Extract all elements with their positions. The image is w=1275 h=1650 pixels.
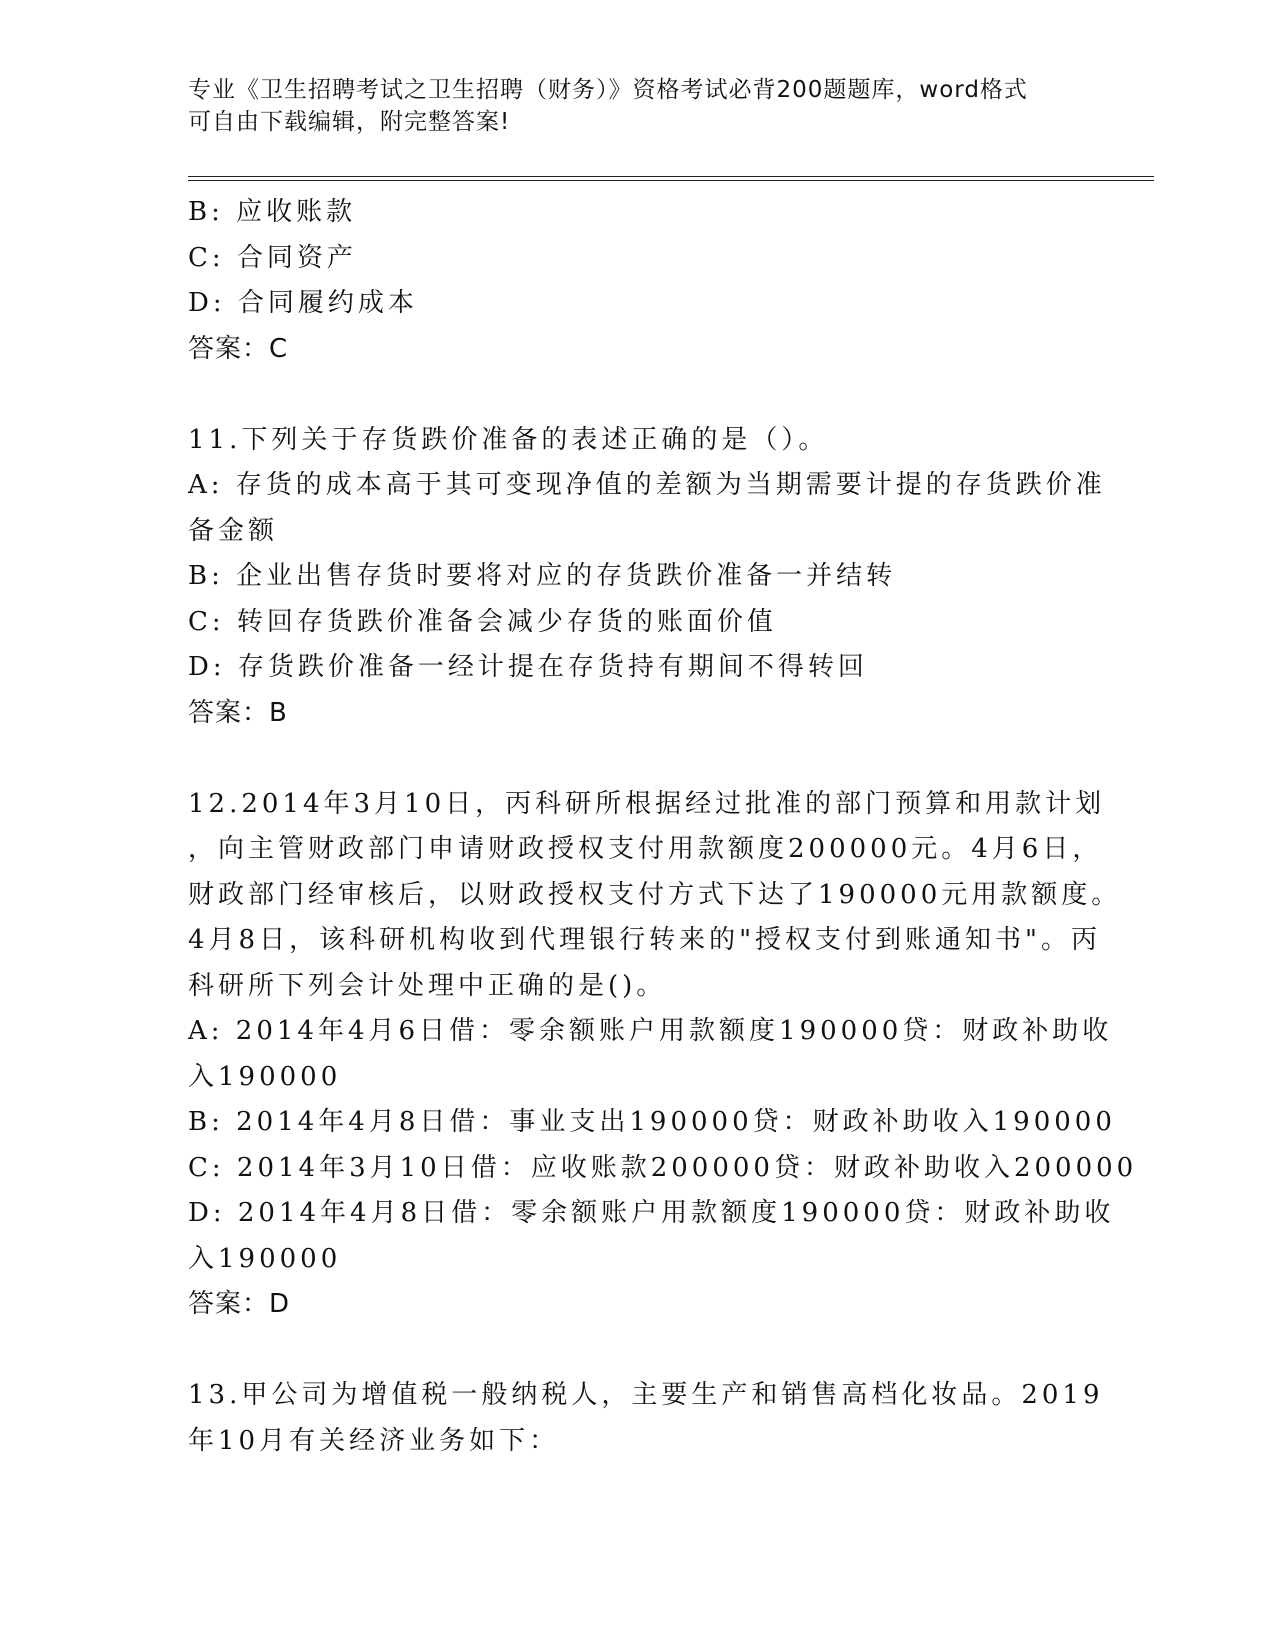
question-stem-line-5: 科研所下列会计处理中正确的是()。	[188, 970, 667, 1001]
question-stem-line-3: 财政部门经审核后，以财政授权支付方式下达了190000元用款额度。	[188, 879, 1122, 910]
question-stem-line-2: 年10月有关经济业务如下：	[188, 1425, 560, 1456]
question-12	[188, 782, 1138, 1328]
option-c: C: 2014年3月10日借：应收账款200000贷：财政补助收入200000	[188, 1152, 1138, 1183]
option-c: C: 转回存货跌价准备会减少存货的账面价值	[188, 606, 777, 637]
question-stem: 11.下列关于存货跌价准备的表述正确的是（）。	[188, 424, 829, 455]
option-d: D: 存货跌价准备一经计提在存货持有期间不得转回	[188, 652, 868, 682]
option-a-line-1: A: 存货的成本高于其可变现净值的差额为当期需要计提的存货跌价准	[188, 470, 1106, 500]
option-a-line-1: A: 2014年4月6日借：零余额账户用款额度190000贷：财政补助收	[188, 1016, 1113, 1046]
option-d-line-1: D: 2014年4月8日借：零余额账户用款额度190000贷：财政补助收	[188, 1198, 1115, 1228]
document-header	[188, 74, 1068, 138]
question-stem-line-4: 4月8日，该科研机构收到代理银行转来的"授权支付到账通知书"。丙	[188, 925, 1102, 955]
header-line-2: 可自由下载编辑，附完整答案!	[188, 109, 511, 135]
question-stem-line-1: 12.2014年3月10日，丙科研所根据经过批准的部门预算和用款计划	[188, 788, 1106, 819]
answer-line: 答案：C	[188, 333, 289, 364]
option-a-line-2: 入190000	[188, 1061, 342, 1092]
header-line-1: 专业《卫生招聘考试之卫生招聘（财务）》资格考试必背200题题库，word格式	[188, 77, 1028, 103]
option-b: B: 应收账款	[188, 197, 357, 227]
document-body	[188, 190, 1138, 1464]
option-d-line-2: 入190000	[188, 1243, 342, 1274]
question-stem-line-1: 13.甲公司为增值税一般纳税人，主要生产和销售高档化妆品。2019	[188, 1380, 1104, 1410]
option-b: B: 企业出售存货时要将对应的存货跌价准备一并结转	[188, 561, 897, 591]
option-c: C: 合同资产	[188, 242, 357, 273]
question-stem-line-2: ，向主管财政部门申请财政授权支付用款额度200000元。4月6日，	[188, 834, 1103, 864]
option-b: B: 2014年4月8日借：事业支出190000贷：财政补助收入190000	[188, 1107, 1116, 1137]
spacer	[188, 1328, 1088, 1374]
header-divider-top	[188, 176, 1154, 177]
answer-line: 答案：D	[188, 1289, 291, 1319]
question-10-tail	[188, 190, 1088, 372]
spacer	[188, 736, 1088, 782]
answer-line: 答案：B	[188, 697, 288, 728]
question-13	[188, 1373, 1104, 1464]
option-d: D: 合同履约成本	[188, 288, 418, 318]
question-11	[188, 418, 1106, 737]
spacer	[188, 372, 1088, 418]
header-divider-bottom	[188, 180, 1154, 181]
option-a-line-2: 备金额	[188, 515, 279, 546]
